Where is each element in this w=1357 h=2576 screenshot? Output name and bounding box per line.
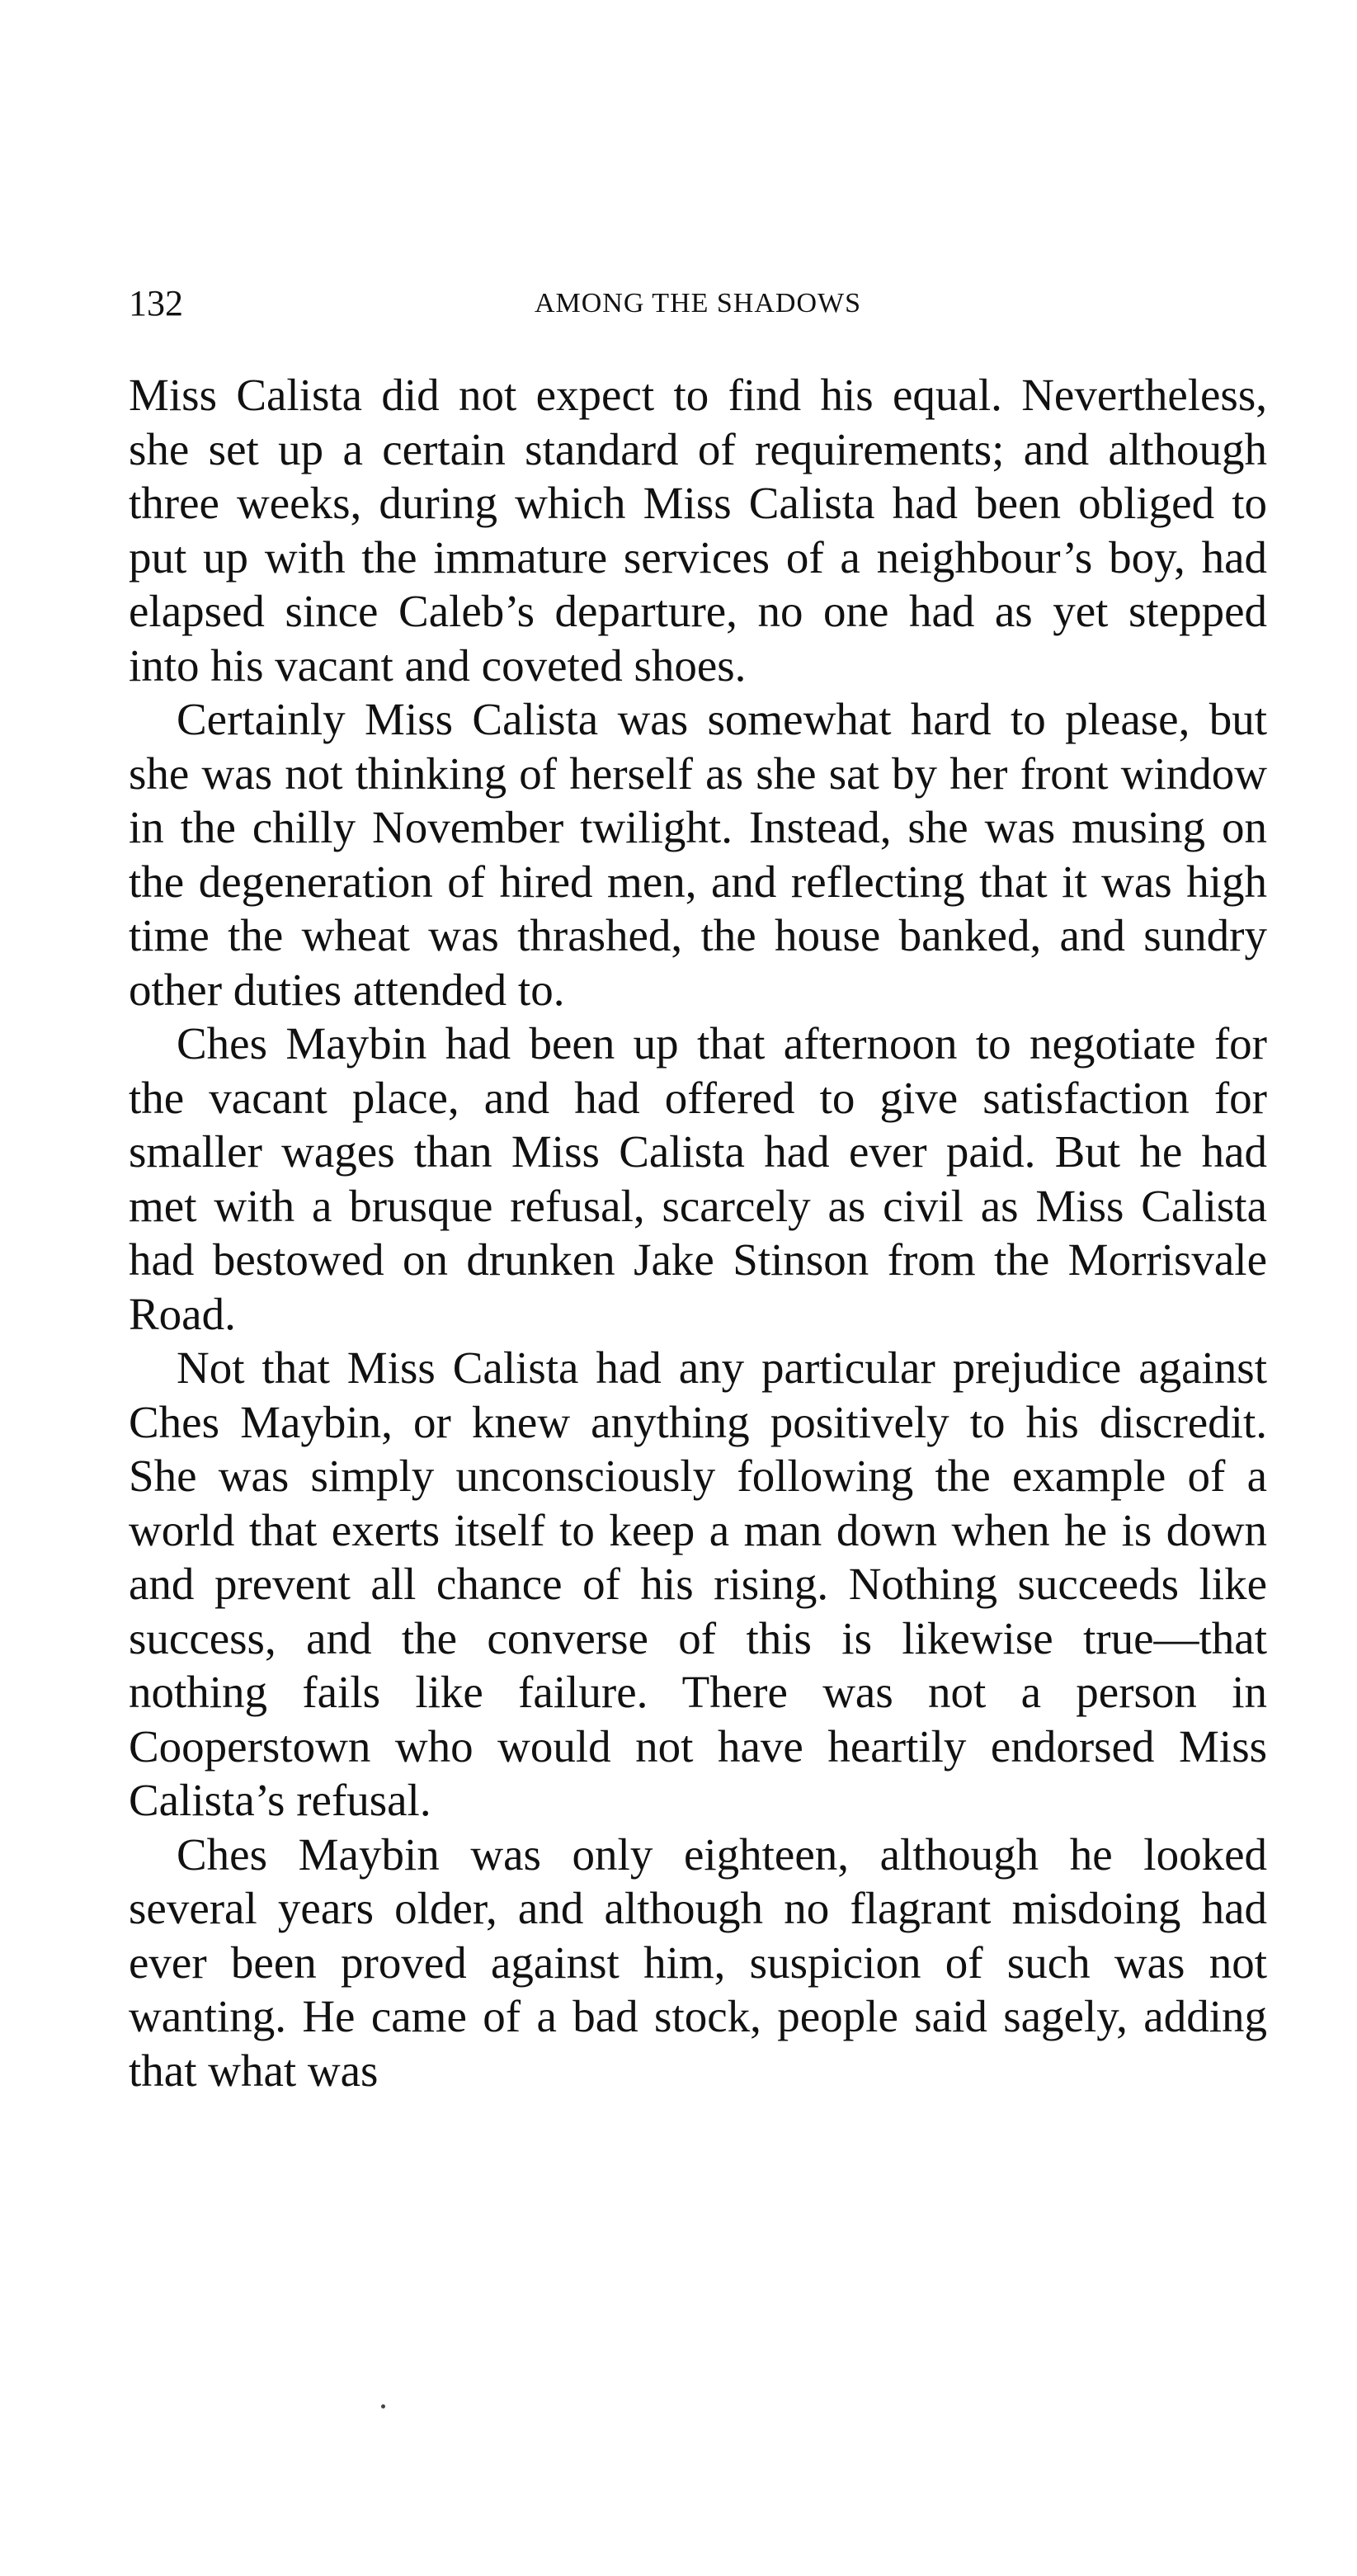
ink-speck xyxy=(381,2404,385,2409)
page-number: 132 xyxy=(129,283,183,323)
running-head xyxy=(129,279,1267,328)
paragraph: Certainly Miss Calista was somewhat hard to please, but she was not thinking of herself as she sat by her front window in the chilly November twilight. Instead, she was musing on the degeneration of hired men, and reflecting that it was high time the wheat was thrashed, the house banked, and sundry other duties attended to. xyxy=(129,694,1267,1015)
paragraph: Not that Miss Calista had any particular prejudice against Ches Maybin, or knew anything positively to his discredit. She was simply unconsciously following the example of a world that exerts itself to keep a man down when he is down and prevent all chance of his rising. Nothing succeeds like success, and the converse of this is likewise true—that nothing fails like failure. There was not a person in Cooperstown who would not have heartily endorsed Miss Calista’s refusal. xyxy=(129,1342,1267,1825)
running-title: AMONG THE SHADOWS xyxy=(534,288,862,318)
body-text xyxy=(129,368,1267,2332)
paragraph: Ches Maybin was only eighteen, although he looked several years older, and although no flagrant misdoing had ever been proved against him, suspicion of such was not wanting. He came of a bad stock, people said sagely, adding that what was xyxy=(129,1828,1267,2096)
paragraph: Miss Calista did not expect to find his equal. Nevertheless, she set up a certain standard of requirements; and although three weeks, during which Miss Calista had been obliged to put up with the immature services of a neighbour’s boy, had elapsed since Caleb’s departure, no one had as yet stepped into his vacant and coveted shoes. xyxy=(129,370,1267,691)
paragraph: Ches Maybin had been up that afternoon to negotiate for the vacant place, and had offered to give satisfaction for smaller wages than Miss Calista had ever paid. But he had met with a brusque refusal, scarcely as civil as Miss Calista had bestowed on drunken Jake Stinson from the Morrisvale Road. xyxy=(129,1018,1267,1339)
